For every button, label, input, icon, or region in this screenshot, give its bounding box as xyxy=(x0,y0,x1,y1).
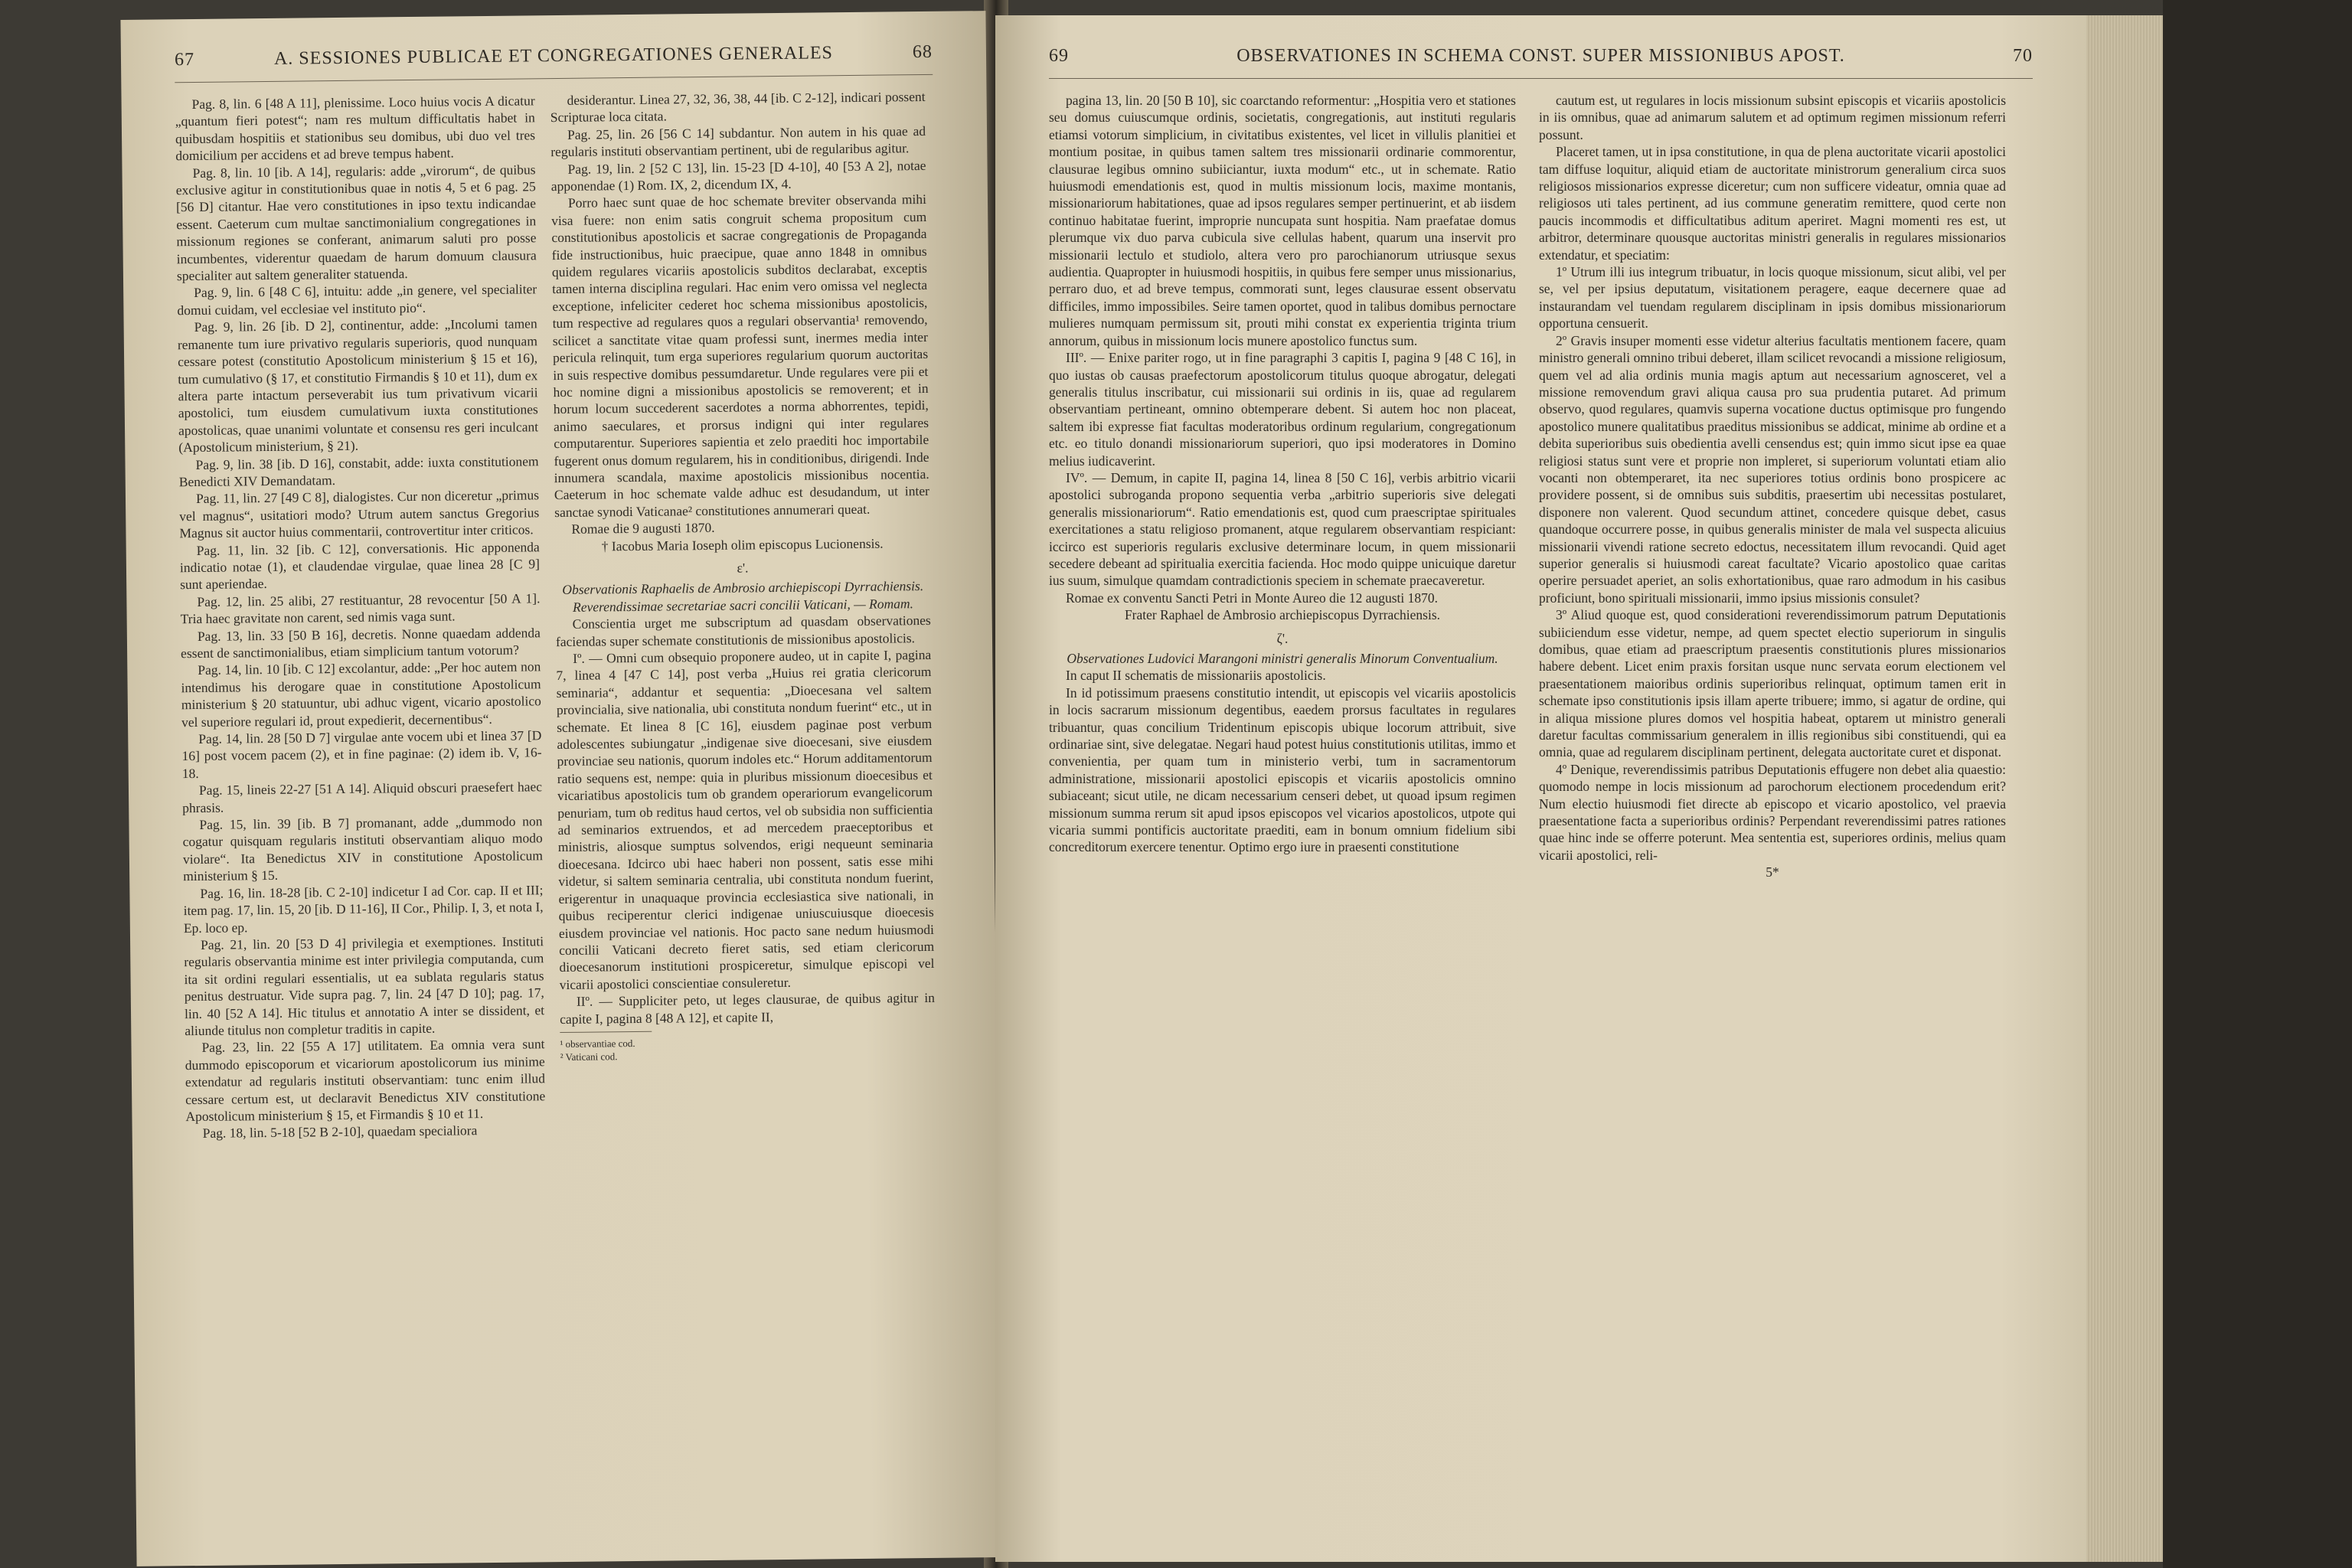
page-edges xyxy=(2086,15,2163,1562)
paragraph: Conscientia urget me subscriptum ad quasdam observationes faciendas super schemate constitutionis de missionibus apostolicis. xyxy=(555,612,931,649)
footnote: ¹ observantiae cod. xyxy=(560,1037,635,1050)
paragraph: Pag. 9, lin. 26 [ib. D 2], continentur, adde: „Incolumi tamen remanente tum iure privativo regularis superioris, quod nunquam cessare potest (constitutio Apostolicum ministerium § 15 et 16), tum cumulativo (§ 17, et constitutio Firmandis § 10 et 11), dum ex altera parte intactum perseverabit ius tum privativum vicarii apostolici, tum eiusdem cumulativum iuxta constitutiones apostolicas, quae unanimi voluntate et consensu res geri inculcant (Apostolicum ministerium, § 21). xyxy=(177,315,539,456)
right-column-2 xyxy=(1539,92,2006,881)
book-cover xyxy=(2163,0,2352,1568)
header-rule xyxy=(1049,78,2033,79)
paragraph: desiderantur. Linea 27, 32, 36, 38, 44 [ib. C 2-12], indicari possent Scripturae loca citata. xyxy=(550,88,926,126)
paragraph: Pag. 14, lin. 10 [ib. C 12] excolantur, adde: „Per hoc autem non intendimus his derogare quae in constitutione Apostolicum ministerium § 20 statuuntur, ubi adhuc vigent, vicario apostolico vel superiore regulari id, prout expedierit, decernentibus“. xyxy=(181,658,541,730)
paragraph: IIº. — Suppliciter peto, ut leges clausurae, de quibus agitur in capite I, pagina 8 [48 A 12], et capite II, xyxy=(560,990,935,1027)
running-title: OBSERVATIONES IN SCHEMA CONST. SUPER MISSIONIBUS APOST. xyxy=(1236,46,1845,66)
section-title: Observationis Raphaelis de Ambrosio archiepiscopi Dyrrachiensis. xyxy=(562,578,924,598)
paragraph: Pag. 9, lin. 6 [48 C 6], intuitu: adde „in genere, vel specialiter domui cuidam, vel ecclesiae vel instituto pio“. xyxy=(177,281,537,318)
signature: † Iacobus Maria Ioseph olim episcopus Lucionensis. xyxy=(601,535,884,554)
signature: Frater Raphael de Ambrosio archiepiscopus Dyrrachiensis. xyxy=(1124,607,1441,623)
paragraph: Pag. 8, lin. 10 [ib. A 14], regularis: adde „virorum“, de quibus exclusive agitur in constitutionibus quae in notis 4, 5 et 6 pag. 25 [56 D] citantur. Hae vero constitutiones in ipso textu indicandae essent. Caeterum cum multae sanctimonialium congregationes in missionum regiones se conferant, animarum saluti pro posse incumbentes, viderentur quaedam de harum domuum clausura specialiter aut saltem generaliter statuenda. xyxy=(175,161,537,284)
paragraph: Pag. 11, lin. 27 [49 C 8], dialogistes. Cur non diceretur „primus vel magnus“, usitatiori modo? Utrum autem sanctus Gregorius Magnus sit auctor huius commentarii, controvertitur inter criticos. xyxy=(179,487,540,541)
paragraph: Placeret tamen, ut in ipsa constitutione, in qua de plena auctoritate vicarii apostolici tam diffuse loquitur, aliquid etiam de auctoritate ministrorum generalium circa suos religiosos missionarios expresse diceretur; cum non sufficere videatur, omnia quae ad religiosos uti tales pertinent, ad ius commune generatim remittere, quod certe non paucis incommodis et difficultatibus aditum aperiret. Magni momenti res est, ut arbitror, determinare quousque auctoritas ministri generalis in regulares missionarios extendatur, et speciatim: xyxy=(1539,144,2006,263)
paragraph: Pag. 19, lin. 2 [52 C 13], lin. 15-23 [D 4-10], 40 [53 A 2], notae apponendae (1) Rom. IX, 2, dicendum IX, 4. xyxy=(550,157,926,194)
section-letter: ζ'. xyxy=(1276,630,1289,646)
left-page xyxy=(120,11,1001,1566)
paragraph: Pag. 14, lin. 28 [50 D 7] virgulae ante vocem ubi et linea 37 [D 16] post vocem pacem (2), et in fine paginae: (2) idem ib. V, 16-18. xyxy=(181,727,542,782)
right-column-1 xyxy=(1049,92,1516,856)
page-number: 68 xyxy=(912,41,933,63)
page-number: 69 xyxy=(1049,46,1069,66)
paragraph: In caput II schematis de missionariis apostolicis. xyxy=(1066,668,1326,684)
page-number: 70 xyxy=(2013,46,2033,66)
paragraph: In id potissimum praesens constitutio intendit, ut episcopis vel vicariis apostolicis in locis sacrarum missionum degentibus, eaedem prorsus facultates in regulares tribuantur, quas concilium Tridentinum episcopis ubique locorum attribuit, sive ordinariae sint, sive delegatae. Negari haud potest huius constitutionis utilitas, immo et convenientia, per quam tum in ministerio verbi, tum in sacramentorum administratione, missionarii apostolici episcopis et vicariis apostolicis omnino subiaceant; sicut utile, ne dicam necessarium censeri debet, ut quoad ipsum regimen missionum summa rerum sit apud ipsos episcopos vel vicarios apostolicos, utpote qui vicaria summi pontificis auctoritate praediti, eam in bonum omnium fidelium sibi concreditorum exercere tenentur. Optimo ergo iure in praesenti constitutione xyxy=(1049,684,1516,855)
paragraph: 3º Aliud quoque est, quod considerationi reverendissimorum patrum Deputationis subiiciendum esse videtur, nempe, ad quem spectet electio superiorum in singulis domibus, quae etiam ad praescriptum praesentis constitutionis plures missionarios habere debent. Licet enim praxis forsitan usque nunc servata eorum electionem vel praesentationem maioribus ordinis superioribus relinquat, optimum tamen erit in schemate ipso constitutionis ipsis illam aperte tribuere; immo, si agatur de ordine, qui in aliqua missione plures domos vel hospitia habeat, optarem ut ministro generali daretur facultas commissarium generalem in illis regionibus sibi constituendi, qui ea omnia, quae ad regularem disciplinam pertinent, delegata auctoritate curet et disponat. xyxy=(1539,607,2006,760)
paragraph: pagina 13, lin. 20 [50 B 10], sic coarctando reformentur: „Hospitia vero et stationes seu domus cuiuscumque ordinis, societatis, congregationis, aut instituti regularis etiamsi votorum simplicium, in civitatibus existentes, vel licet in villulis planitiei et montium positae, in quibus tamen saltem tres missionarii ordinarie commorentur, clausurae legibus omnino subiiciantur, iuxta modum“ etc., ut in schemate. Ratio huiusmodi emendationis est, quod in multis missionum locis, maxime montanis, missionariorum habitationes, quae ad ipsos regulares semper pertinuerint, et ab iisdem continuo habitatae fuerint, improprie nuncupata sunt hospitia. Nam praefatae domus plerumque vix duo parva cubicula sive cellulas habent, quarum una inservit pro missionarii lectulo et studiolo, altera vero pro parochianorum utriusque sexus audientia. Quapropter in huiusmodi hospitiis, in quibus fere semper unus missionarius, perraro duo, et ad breve tempus, commorati sunt, leges clausurae essent observatu difficiles, immo impossibiles. Seire tamen oportet, quod in talibus domibus pernoctare mulieres numquam permissum sit, prouti mihi constat ex experientia triginta trium annorum, quibus in missionum locis munere apostolico functus sum. xyxy=(1049,93,1516,348)
right-page xyxy=(995,15,2086,1562)
paragraph: 1º Utrum illi ius integrum tribuatur, in locis quoque missionum, sicut alibi, vel per se, vel per ipsius deputatum, visitationem peragere, eaque decernere quae ad instaurandam vel tuendam regularem disciplinam in ipsis domibus missionariorum opportuna censuerit. xyxy=(1539,264,2006,332)
signature-mark: 5* xyxy=(1766,864,1779,880)
paragraph: Pag. 12, lin. 25 alibi, 27 restituantur, 28 revocentur [50 A 1]. Tria haec gravitate non carent, sed nimis vaga sunt. xyxy=(180,590,541,627)
section-letter: ε'. xyxy=(737,560,749,576)
paragraph: Pag. 9, lin. 38 [ib. D 16], constabit, adde: iuxta constitutionem Benedicti XIV Demandatam. xyxy=(178,452,539,490)
paragraph: Pag. 16, lin. 18-28 [ib. C 2-10] indicetur I ad Cor. cap. II et III; item pag. 17, lin. 15, 20 [ib. D 11-16], II Cor., Philip. I, 3, et nota I, Ep. loco ep. xyxy=(183,881,544,936)
paragraph: Pag. 15, lin. 39 [ib. B 7] promanant, adde „dummodo non cogatur quisquam regularis instituti observantiam aliquo modo violare“. Ita Benedictus XIV in constitutione Apostolicum ministerium § 15. xyxy=(182,813,544,884)
paragraph: Porro haec sunt quae de hoc schemate breviter observanda mihi visa fuere: non enim satis congruit schema propositum cum constitutionibus apostolicis et sacrae congregationis de Propaganda fide instructionibus, huic praecipue, quae anno 1848 in omnibus quidem regulares vicariis apostolicis subditos declarabat, exceptis tamen interna disciplina regulari. Hac enim vero omissa vel neglecta exceptione, infeliciter cederet hoc schema missionibus apostolicis, tum respective ad regulares quos a regulari observantia¹ removendo, scilicet a sanctitate vitae quam professi sunt, inermes media inter pericula relinquit, tum erga superiores regularium quorum auctoritas in suis respective domibus pessumdaretur. Unde regulares vere pii et hoc nomine digni a missionibus apostolicis se removerent; et in horum locum succederent sacerdotes a norma abhorrentes, tepidi, animo saeculares, et prorsus indigni qui inter regulares computarentur. Superiores sapientia et zelo praediti hoc importabile fugerent onus domum regularem, his in conditionibus, dirigendi. Inde innumera scandala, maxime apostolicis missionibus nocentia. Caeterum in hoc schemate valde adhuc est desudandum, ut inter sanctae synodi Vaticanae² constitutiones annumerari queat. xyxy=(551,191,930,520)
paragraph: Pag. 13, lin. 33 [50 B 16], decretis. Nonne quaedam addenda essent de sanctimonialibus, etiam simplicium tantum votorum? xyxy=(181,624,541,662)
left-column-1 xyxy=(175,92,545,1142)
paragraph: Pag. 23, lin. 22 [55 A 17] utilitatem. Ea omnia vera sunt dummodo episcoporum et vicariorum apostolicorum ius minime extendatur ad regularis instituti observantiam: tunc enim illud cessare certum est, ut declaravit Benedictus XIV constitutione Apostolicum ministerium § 15, et Firmandis § 10 et 11. xyxy=(185,1036,546,1125)
paragraph: Romae die 9 augusti 1870. xyxy=(571,520,715,537)
paragraph: Pag. 18, lin. 5-18 [52 B 2-10], quaedam specialiora xyxy=(202,1122,478,1142)
paragraph: Pag. 25, lin. 26 [56 C 14] subdantur. Non autem in his quae ad regularis instituti observantiam pertinent, ubi de regularibus agitur. xyxy=(550,122,926,160)
salutation: Reverendissimae secretariae sacri concilii Vaticani, — Romam. xyxy=(572,595,914,615)
paragraph: 4º Denique, reverendissimis patribus Deputationis effugere non debet alia quaestio: quomodo nempe in locis missionum ad parochorum electionem procedendum erit? Num electio huiusmodi fiet directe ab episcopo et vicario apostolico, vel praevia praesentatione facta a superioribus ordinis? Perpendant reverendissimi patres rationes quae hinc inde se offerre poterunt. Mea sententia est, superiores ordinis, melius quam vicarii apostolici, reli- xyxy=(1539,761,2006,863)
paragraph: IVº. — Demum, in capite II, pagina 14, linea 8 [50 C 16], verbis arbitrio vicarii apostolici subroganda propono sequentia verba „arbitrio superioris sive delegati generalis missionariorum“. Ratio emendationis est, quod cum praescriptae spirituales exercitationes a statu religioso promanent, atque regularem observantiam respiciant: iccirco est superioris regularis exclusive determinare locum, in quem missionarii secedere debeant ad spiritualia exercitia facienda. Hoc modo quippe unicuique daretur ius suum, simulque quamdam contradictionis speciem in schemate praecaveretur. xyxy=(1049,469,1516,589)
paragraph: Pag. 15, lineis 22-27 [51 A 14]. Aliquid obscuri praesefert haec phrasis. xyxy=(182,779,543,815)
page-number: 67 xyxy=(174,49,195,70)
paragraph: cautum est, ut regulares in locis missionum subsint episcopis et vicariis apostolicis in iis omnibus, quae ad animarum salutem et ad optimum regimen missionum referri possunt. xyxy=(1539,93,2006,142)
section-title: Observationes Ludovici Marangoni ministri generalis Minorum Conventualium. xyxy=(1067,651,1498,666)
paragraph: Romae ex conventu Sancti Petri in Monte Aureo die 12 augusti 1870. xyxy=(1066,590,1439,606)
footnote: ² Vaticani cod. xyxy=(560,1050,618,1063)
right-page-header xyxy=(1049,46,2033,77)
running-title: A. SESSIONES PUBLICAE ET CONGREGATIONES GENERALES xyxy=(273,43,834,69)
footnote-rule xyxy=(560,1031,652,1033)
paragraph: Pag. 11, lin. 32 [ib. C 12], conversationis. Hic apponenda indicatio notae (1), et claudendae virgulae, quae linea 28 [C 9] sunt aperiendae. xyxy=(179,538,541,593)
paragraph: Pag. 21, lin. 20 [53 D 4] privilegia et exemptiones. Instituti regularis observantia minime est inter privilegia computanda, cum ita sit ordini regulari essentialis, ut ea sublata regularis status penitus destruatur. Vide supra pag. 7, lin. 24 [47 D 10]; pag. 17, lin. 40 [52 A 14]. Hic titulus et annotatio A inter se dissident, et aliunde titulus non completur traditis in capite. xyxy=(184,933,545,1039)
paragraph: IIIº. — Enixe pariter rogo, ut in fine paragraphi 3 capitis I, pagina 9 [48 C 16], in quo iustas ob causas praefectorum apostolicorum titulus quoque abrogatur, delegati generalis titulus inscribatur, cui missionarii sui ordinis in iis, quae ad regularem observantiam pertineant, omnino obtemperare debent. Si autem hoc non placeat, saltem ibi expresse fiat facultas moderatoribus ordinum regularium, congregationum etc. eo titulo donandi missionariorum superiori, quo ipsi moderatores in Domino melius iudicaverint. xyxy=(1049,350,1516,469)
left-column-2 xyxy=(550,88,935,1063)
paragraph: Pag. 8, lin. 6 [48 A 11], plenissime. Loco huius vocis A dicatur „quantum fieri potest“; nam res multum difficultatis habet in quibusdam hospitiis et stationibus seu domibus, ubi duo vel tres domicilium per accidens et ad breve tempus habent. xyxy=(175,93,536,164)
paragraph: 2º Gravis insuper momenti esse videtur alterius facultatis mentionem facere, quam ministro generali omnino tribui deberet, illam scilicet revocandi a missione religiosum, quem vel ad alia ordinis munia magis aptum aut necessarium agnosceret, vel a missione removendum gravi aliqua causa pro sua prudentia putaret. Ad primum observo, quod regulares, quamvis superna vocatione ductus optimisque pro fungendo apostolico munere qualitatibus praeditus missionibus se addicat, minime ab ordine et a debita superioribus suis obedientia avelli censendus est; quin immo sicut ipse ea quae religiosi status sunt vere et proprie non impleret, si superiorum voluntati etiam alio vocanti non obtemperaret, ita nec superiores totius ordinis bono prospicere ac providere possent, si de omnibus suis subditis, praesertim ubi necessitas postularet, disponere non valerent. Quod secundum attinet, concedere quisque debet, casus quandoque occurrere posse, in quibus generalis minister de mala vel suspecta alicuius missionarii vivendi ratione secreto edoctus, necessitatem illum revocandi. Quid aget superior generalis si huiusmodi careat facultate? Vicario apostolico quae caritas operire persuadet aperiet, an solis exhortationibus, quae raro admodum in his casibus proficiunt, bono spirituali missionarii, immo ipsius missionis consulet? xyxy=(1539,332,2006,606)
paragraph: Iº. — Omni cum obsequio proponere audeo, ut in capite I, pagina 7, linea 4 [47 C 14], post verba „Huius rei gratia clericorum seminaria“, addantur et sequentia: „Dioecesana vel saltem provincialia, sive nationalia, ubi constituta nondum fuerint“ etc., ut in schemate. Et linea 8 [C 16], eiusdem paginae post verbum adolescentes subiungatur „indigenae sive dioecesani, sive eiusdem provinciae seu nationis, quorum indoles etc.“ Horum additamentorum ratio sequens est, nempe: quia in pluribus missionum dioecesibus et vicariatibus apostolicis tum ob grandem operariorum evangelicorum penuriam, tum ob reditus haud certos, vel ob subsidia non sufficientia ad seminarios extruendos, et ad mercedem praeceptoribus et ministris, aliosque sumptus solvendos, erigi nequeunt seminaria dioecesana. Idcirco ubi haec haberi non possent, satis esse mihi videtur, si saltem seminaria centralia, ubi constituta nondum fuerint, erigerentur in unaquaque provincia ecclesiastica sive nationali, in quibus reciperentur clerici indigenae uniuscuiusque dioecesis eiusdem provinciae vel nationis. Hoc pacto sane nedum huiusmodi concilii Vaticani decreto fieret satis, sed etiam clericorum dioecesanorum institutioni prospiceretur, simulque episcopi vel vicarii apostolici conscientiae consuleretur. xyxy=(556,646,935,992)
